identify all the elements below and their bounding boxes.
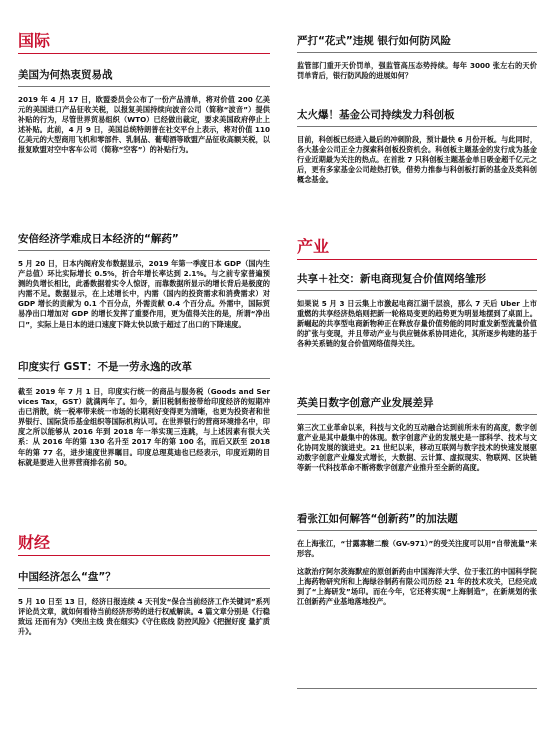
article-china-economy[interactable] [18, 570, 270, 637]
article-title[interactable]: 中国经济怎么“盘”？ [18, 570, 270, 589]
article-title[interactable]: 太火爆！基金公司持续发力科创板 [297, 108, 537, 127]
article-title[interactable]: 美国为何热衷贸易战 [18, 68, 270, 87]
article-title[interactable]: 英美日数字创意产业发展差异 [297, 396, 537, 415]
article-body: 监管部门重开天价罚单，强监管高压态势持续。每年 3000 张左右的天价罚单背后，银行防风险的进展如何？ [297, 61, 537, 81]
article-body: 第三次工业革命以来，科技与文化的互动融合达到前所未有的高度，数字创意产业是其中最集中的体现。数字创意产业的发展史是一部科学、技术与文化协同发展的演进史。21 世纪以来，移动互联网与数字技术的快速发展驱动数字创意产业爆发式增长，大数据、云计算、虚拟现实、物联网、区块链等新一代科技革命不断将数字创意产业推升至全新的高度。 [297, 423, 537, 473]
section-heading-industry: 产业 [297, 238, 537, 260]
article-body: 5 月 10 日至 13 日，经济日报连续 4 天刊发“保合当前经济工作关键词”系列评论员文章，就如何看待当前经济形势的进行权威解读。4 篇文章分别是《行稳致远 还而有为》《突出主线 贵在细实》《守住底线 防控风险》《把握好度 量扩质升》。 [18, 597, 270, 637]
section-heading-finance: 财经 [18, 534, 270, 556]
section-heading-international: 国际 [18, 32, 270, 54]
article-body: 5 月 20 日，日本内阁府发布数据显示，2019 年第一季度日本 GDP（国内生产总值）环比实际增长 0.5%，折合年增长率达到 2.1%。与之前专家普遍预测的负增长相比，此番数据着实令人惊讶，而靠数据所显示的增长背后是极度的内需不足。数据显示，在上述增长中，内需（国内的投资需求和消费需求）对 GDP 增长的贡献为 0.1 个百分点，外需贡献 0.4 个百分点。外需中，国际贸易净出口增加对 GDP 的增长发挥了重要作用，更为值得关注的是，所谓“净出口”，实际上是日本的进口速度下降太快以致于超过了出口的下降速度。 [18, 259, 270, 329]
article-india-gst[interactable] [18, 360, 270, 468]
article-star-market-funds[interactable] [297, 108, 537, 185]
article-body: 目前，科创板已经进入最后的冲刺阶段，预计最快 6 月份开板。与此同时，各大基金公司正全力探索科创板投资机会。科创板主题基金的发行成为基金行业近期最为关注的热点。在首批 7 只科创板主题基金单日吸金超千亿元之后，更有多家基金公司趁热打铁，借势力推参与科创板打新的基金及类科创概念基金。 [297, 135, 538, 185]
article-digital-creative-industry[interactable] [297, 396, 537, 473]
article-title[interactable]: 严打“花式”违规 银行如何防风险 [297, 34, 537, 53]
article-title[interactable]: 安倍经济学难成日本经济的“解药” [18, 232, 270, 251]
article-body: 截至 2019 年 7 月 1 日，印度实行统一的商品与服务税（Goods and Services Tax，GST）就满两年了。如今，新旧税制衔接带给印度经济的短期冲击已消散，统一税率带来统一市场的长期利好变得更为清晰，也更为投资者和世界银行、国际货币基金组织等国际机构认可。在世界银行的营商环境排名中，印度之所以能够从 2016 年到 2018 年一举实现三连跳，与上述因素有很大关系：从 2016 年的第 130 名升至 2017 年的第 100 名，而后又跃至 2018 年的第 77 名，进步速度世界瞩目。印度总理莫迪也已经表示，印度近期的目标就是要进入世界营商排名前 50。 [18, 387, 270, 467]
column-end-rule [297, 688, 537, 689]
article-body: 如果说 5 月 3 日云集上市激起电商江湖千层浪，那么 7 天后 Uber 上市重燃的共享经济热焰则把新一轮格局变更的趋势更为明显地摆到了桌面上。新崛起的共享型电商新物种正在释放存量价值势能的同时重发新型流量价值的扩张与变现，并且带动产业与供应链体系协同进化，其所逐步构建的基于各种关系链的复合价值网络值得关注。 [297, 299, 537, 349]
article-social-ecommerce[interactable] [297, 272, 537, 349]
article-body-intro: 在上海张江，“甘露寡糖二酸（GV-971）”的受关注度可以用“自带流量”来形容。 [297, 539, 537, 559]
article-us-trade-war[interactable] [18, 68, 270, 156]
article-body: 这款治疗阿尔茨海默症的原创新药由中国海洋大学、位于张江的中国科学院上海药物研究所和上海绿谷制药有限公司历经 21 年的技术攻关，已经完成到了“上海研发”场印。而在今年，它还将实现“上海制造”，在新规划的张江创新药产业基地落地投产。 [297, 567, 537, 607]
article-bank-risk[interactable] [297, 34, 537, 81]
article-title[interactable]: 共享＋社交：新电商现复合价值网络雏形 [297, 272, 537, 291]
article-body: 2019 年 4 月 17 日，欧盟委员会公布了一份产品清单，将对价值 200 亿美元的美国进口产品征收关税，以报复美国持续向波音公司（简称“波音”）提供补贴的行为，尽管世界贸易组织（WTO）已经做出裁定，要求美国政府停止上述补贴。此前，4 月 9 日，美国总统特朗普在社交平台上表示，将对价值 110 亿美元的大型商用飞机和零部件、乳制品、葡萄酒等欧盟产品征收高额关税，以报复欧盟对空中客车公司（简称“空客”）的补贴行为。 [18, 95, 270, 155]
article-title[interactable]: 印度实行 GST：不是一劳永逸的改革 [18, 360, 270, 379]
article-title[interactable]: 看张江如何解答“创新药”的加法题 [297, 512, 537, 531]
article-abenomics[interactable] [18, 232, 270, 330]
article-zhangjiang-new-drug[interactable] [297, 512, 537, 608]
